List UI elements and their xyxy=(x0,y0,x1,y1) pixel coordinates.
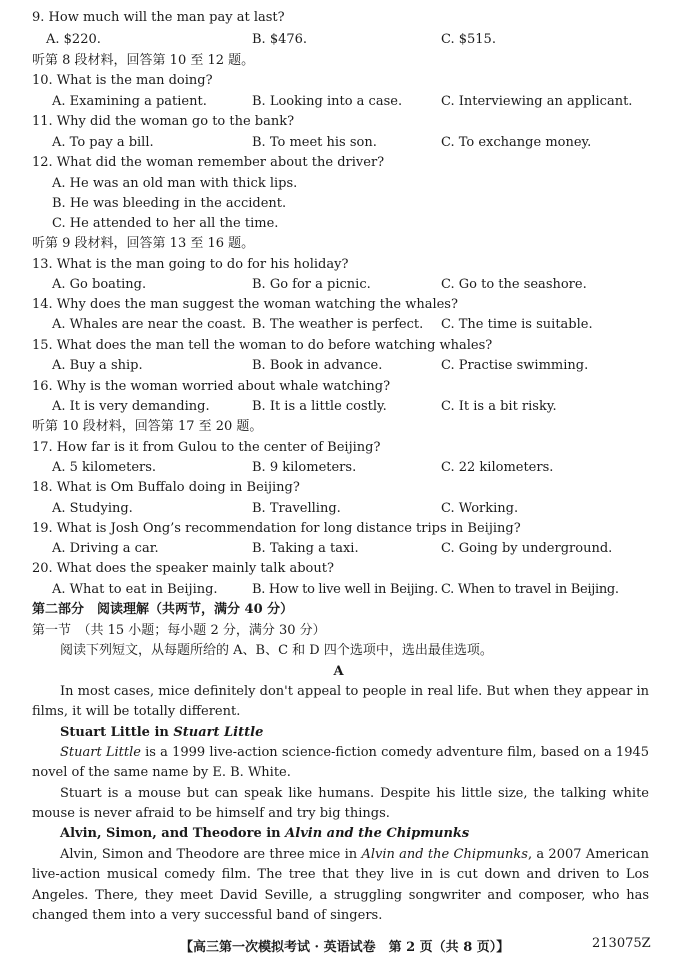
passage-p4-line1 xyxy=(60,847,649,863)
passage-p1-line1: In most cases, mice definitely don't appeal to people in real life. But when they appear in xyxy=(60,684,649,699)
question-18-option-b: B. Travelling. xyxy=(252,501,341,516)
question-14-option-a: A. Whales are near the coast. xyxy=(52,317,247,332)
subheading-stuart-prefix: Stuart Little in xyxy=(60,725,174,740)
question-20-option-b: B. How to live well in Beijing. xyxy=(252,582,438,597)
question-16-option-c: C. It is a bit risky. xyxy=(441,399,557,414)
question-15-stem: 15. What does the man tell the woman to do before watching whales? xyxy=(32,338,493,353)
passage-p3-line1: Stuart is a mouse but can speak like humans. Despite his little size, the talking white xyxy=(60,786,649,801)
question-10-option-b: B. Looking into a case. xyxy=(252,94,403,109)
section-8-instruction: 听第 8 段材料，回答第 10 至 12 题。 xyxy=(32,53,255,68)
passage-p2-line1 xyxy=(60,745,649,761)
question-15-option-a: A. Buy a ship. xyxy=(52,358,143,373)
question-17-option-c: C. 22 kilometers. xyxy=(441,460,554,475)
question-11-option-c: C. To exchange money. xyxy=(441,135,592,150)
passage-p4-line2: live-action musical comedy film. The tree that they live in is cut down and driven to Los xyxy=(32,867,649,882)
question-17-stem: 17. How far is it from Gulou to the center of Beijing? xyxy=(32,440,381,455)
question-20-option-c: C. When to travel in Beijing. xyxy=(441,582,619,597)
question-12-stem: 12. What did the woman remember about the driver? xyxy=(32,155,385,170)
passage-p4-line3: Angeles. There, they meet David Seville, a struggling songwriter and composer, who has xyxy=(32,888,649,903)
part-2-section-1: 第一节 （共 15 小题；每小题 2 分，满分 30 分） xyxy=(32,623,326,638)
question-18-option-c: C. Working. xyxy=(441,501,519,516)
question-14-stem: 14. Why does the man suggest the woman watching the whales? xyxy=(32,297,458,312)
question-11-option-b: B. To meet his son. xyxy=(252,135,377,150)
passage-letter: A xyxy=(333,664,344,679)
question-17-option-b: B. 9 kilometers. xyxy=(252,460,357,475)
passage-p2-title: Stuart Little xyxy=(60,745,141,760)
question-19-option-b: B. Taking a taxi. xyxy=(252,541,359,556)
subheading-alvin-title: Alvin and the Chipmunks xyxy=(285,826,470,841)
question-15-option-b: B. Book in advance. xyxy=(252,358,383,373)
passage-p1-line2: films, it will be totally different. xyxy=(32,704,241,719)
question-19-option-a: A. Driving a car. xyxy=(52,541,159,556)
question-11-option-a: A. To pay a bill. xyxy=(52,135,154,150)
question-19-option-c: C. Going by underground. xyxy=(441,541,613,556)
question-17-option-a: A. 5 kilometers. xyxy=(52,460,157,475)
footer-code: 213075Z xyxy=(592,936,651,951)
question-10-stem: 10. What is the man doing? xyxy=(32,73,213,88)
passage-p4-prefix: Alvin, Simon and Theodore are three mice in xyxy=(60,847,362,862)
passage-p4-line4: changed them into a very successful band of singers. xyxy=(32,908,383,923)
question-14-option-c: C. The time is suitable. xyxy=(441,317,593,332)
subheading-alvin-prefix: Alvin, Simon, and Theodore in xyxy=(60,826,286,841)
question-9-option-a: A. $220. xyxy=(46,32,101,47)
question-13-option-b: B. Go for a picnic. xyxy=(252,277,371,292)
question-15-option-c: C. Practise swimming. xyxy=(441,358,589,373)
subheading-alvin xyxy=(60,826,469,842)
question-12-option-b: B. He was bleeding in the accident. xyxy=(52,196,287,211)
question-19-stem: 19. What is Josh Ong’s recommendation for long distance trips in Beijing? xyxy=(32,521,521,536)
question-20-option-a: A. What to eat in Beijing. xyxy=(52,582,218,597)
section-9-instruction: 听第 9 段材料，回答第 13 至 16 题。 xyxy=(32,236,255,251)
part-2-instruction: 阅读下列短文，从每题所给的 A、B、C 和 D 四个选项中，选出最佳选项。 xyxy=(60,643,493,658)
passage-p4-rest: , a 2007 American xyxy=(527,847,649,862)
question-12-option-a: A. He was an old man with thick lips. xyxy=(52,176,298,191)
passage-p3-line2: mouse is never afraid to be himself and try big things. xyxy=(32,806,390,821)
question-13-option-c: C. Go to the seashore. xyxy=(441,277,587,292)
question-10-option-c: C. Interviewing an applicant. xyxy=(441,94,633,109)
question-9-option-b: B. $476. xyxy=(252,32,308,47)
footer-title: 【高三第一次模拟考试 · 英语试卷 第 2 页（共 8 页）】 xyxy=(180,940,510,955)
question-11-stem: 11. Why did the woman go to the bank? xyxy=(32,114,295,129)
subheading-stuart-title: Stuart Little xyxy=(173,725,264,740)
question-14-option-b: B. The weather is perfect. xyxy=(252,317,424,332)
question-18-stem: 18. What is Om Buffalo doing in Beijing? xyxy=(32,480,300,495)
subheading-stuart-little xyxy=(60,725,263,741)
question-18-option-a: A. Studying. xyxy=(52,501,133,516)
question-16-option-a: A. It is very demanding. xyxy=(52,399,210,414)
passage-p2-rest: is a 1999 live-action science-fiction comedy adventure film, based on a 1945 xyxy=(140,745,650,760)
section-10-instruction: 听第 10 段材料，回答第 17 至 20 题。 xyxy=(32,419,263,434)
question-12-option-c: C. He attended to her all the time. xyxy=(52,216,279,231)
question-16-stem: 16. Why is the woman worried about whale watching? xyxy=(32,379,391,394)
question-9-stem: 9. How much will the man pay at last? xyxy=(32,10,285,25)
passage-p4-title: Alvin and the Chipmunks xyxy=(361,847,528,862)
passage-p2-line2: novel of the same name by E. B. White. xyxy=(32,765,291,780)
question-13-option-a: A. Go boating. xyxy=(52,277,147,292)
question-16-option-b: B. It is a little costly. xyxy=(252,399,387,414)
question-13-stem: 13. What is the man going to do for his holiday? xyxy=(32,257,349,272)
question-20-stem: 20. What does the speaker mainly talk about? xyxy=(32,561,334,576)
question-9-option-c: C. $515. xyxy=(441,32,496,47)
part-2-heading: 第二部分 阅读理解（共两节，满分 40 分） xyxy=(32,602,294,617)
question-10-option-a: A. Examining a patient. xyxy=(52,94,207,109)
